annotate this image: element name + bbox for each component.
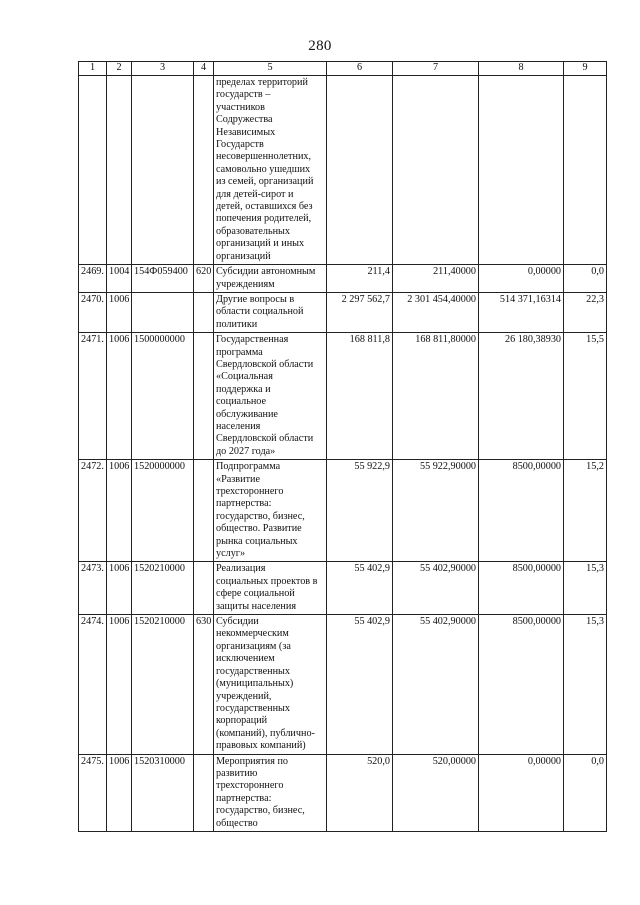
value-col6: 520,0 — [327, 754, 393, 831]
section-code: 1006 — [107, 460, 132, 562]
item-name: Субсидии некоммерческим организациям (за исключением государственных (муниципальных) учреждений, государственных корпораций (компаний), публично- правовых компаний) — [214, 615, 327, 754]
value-col8: 8500,00000 — [479, 615, 564, 754]
table-row — [79, 333, 607, 460]
column-header: 1 — [79, 62, 107, 76]
value-col7: 2 301 454,40000 — [393, 292, 479, 332]
value-col6: 55 402,9 — [327, 615, 393, 754]
row-number: 2470. — [79, 292, 107, 332]
value-col8 — [479, 76, 564, 265]
budget-table — [78, 61, 607, 832]
table-row — [79, 265, 607, 293]
value-col8: 8500,00000 — [479, 562, 564, 615]
item-name: Другие вопросы в области социальной политики — [214, 292, 327, 332]
expense-type-code — [194, 76, 214, 265]
target-article-code: 1520310000 — [132, 754, 194, 831]
value-col6 — [327, 76, 393, 265]
section-code — [107, 76, 132, 265]
table-row — [79, 292, 607, 332]
value-col6: 168 811,8 — [327, 333, 393, 460]
item-name: пределах территорий государств – участников Содружества Независимых Государств несовершеннолетних, самовольно ушедших из семей, организаций для детей-сирот и детей, оставшихся без попечения родителей, образовательных организаций и иных организаций — [214, 76, 327, 265]
section-code: 1006 — [107, 562, 132, 615]
value-col8: 8500,00000 — [479, 460, 564, 562]
column-header: 8 — [479, 62, 564, 76]
column-header: 4 — [194, 62, 214, 76]
table-row — [79, 754, 607, 831]
expense-type-code — [194, 754, 214, 831]
row-number — [79, 76, 107, 265]
value-col7: 55 402,90000 — [393, 615, 479, 754]
table-row — [79, 615, 607, 754]
expense-type-code: 630 — [194, 615, 214, 754]
target-article-code — [132, 76, 194, 265]
value-col8: 0,00000 — [479, 265, 564, 293]
row-number: 2472. — [79, 460, 107, 562]
target-article-code: 1520000000 — [132, 460, 194, 562]
expense-type-code — [194, 333, 214, 460]
row-number: 2473. — [79, 562, 107, 615]
target-article-code: 154Ф059400 — [132, 265, 194, 293]
table-row — [79, 562, 607, 615]
value-col7: 211,40000 — [393, 265, 479, 293]
value-col7: 55 922,90000 — [393, 460, 479, 562]
value-col6: 211,4 — [327, 265, 393, 293]
column-header: 6 — [327, 62, 393, 76]
value-col9: 0,0 — [564, 265, 607, 293]
target-article-code — [132, 292, 194, 332]
expense-type-code — [194, 460, 214, 562]
value-col9 — [564, 76, 607, 265]
value-col7: 520,00000 — [393, 754, 479, 831]
value-col9: 15,5 — [564, 333, 607, 460]
row-number: 2469. — [79, 265, 107, 293]
value-col6: 55 922,9 — [327, 460, 393, 562]
value-col6: 2 297 562,7 — [327, 292, 393, 332]
table-row — [79, 460, 607, 562]
row-number: 2471. — [79, 333, 107, 460]
target-article-code: 1520210000 — [132, 562, 194, 615]
value-col9: 15,2 — [564, 460, 607, 562]
column-header: 9 — [564, 62, 607, 76]
header-row — [79, 62, 607, 76]
value-col9: 15,3 — [564, 615, 607, 754]
section-code: 1004 — [107, 265, 132, 293]
column-header: 3 — [132, 62, 194, 76]
section-code: 1006 — [107, 292, 132, 332]
value-col8: 514 371,16314 — [479, 292, 564, 332]
value-col9: 22,3 — [564, 292, 607, 332]
row-number: 2474. — [79, 615, 107, 754]
expense-type-code — [194, 562, 214, 615]
target-article-code: 1520210000 — [132, 615, 194, 754]
section-code: 1006 — [107, 754, 132, 831]
value-col7: 55 402,90000 — [393, 562, 479, 615]
table-row — [79, 76, 607, 265]
value-col6: 55 402,9 — [327, 562, 393, 615]
page-number: 280 — [308, 38, 332, 54]
expense-type-code: 620 — [194, 265, 214, 293]
value-col7: 168 811,80000 — [393, 333, 479, 460]
value-col8: 0,00000 — [479, 754, 564, 831]
column-header: 5 — [214, 62, 327, 76]
value-col7 — [393, 76, 479, 265]
item-name: Реализация социальных проектов в сфере социальной защиты населения — [214, 562, 327, 615]
column-header: 2 — [107, 62, 132, 76]
section-code: 1006 — [107, 333, 132, 460]
target-article-code: 1500000000 — [132, 333, 194, 460]
value-col9: 15,3 — [564, 562, 607, 615]
column-header: 7 — [393, 62, 479, 76]
value-col9: 0,0 — [564, 754, 607, 831]
item-name: Мероприятия по развитию трехстороннего партнерства: государство, бизнес, общество — [214, 754, 327, 831]
value-col8: 26 180,38930 — [479, 333, 564, 460]
row-number: 2475. — [79, 754, 107, 831]
section-code: 1006 — [107, 615, 132, 754]
item-name: Субсидии автономным учреждениям — [214, 265, 327, 293]
item-name: Подпрограмма «Развитие трехстороннего партнерства: государство, бизнес, общество. Развитие рынка социальных услуг» — [214, 460, 327, 562]
item-name: Государственная программа Свердловской области «Социальная поддержка и социальное обслуживание населения Свердловской области до 2027 года» — [214, 333, 327, 460]
expense-type-code — [194, 292, 214, 332]
